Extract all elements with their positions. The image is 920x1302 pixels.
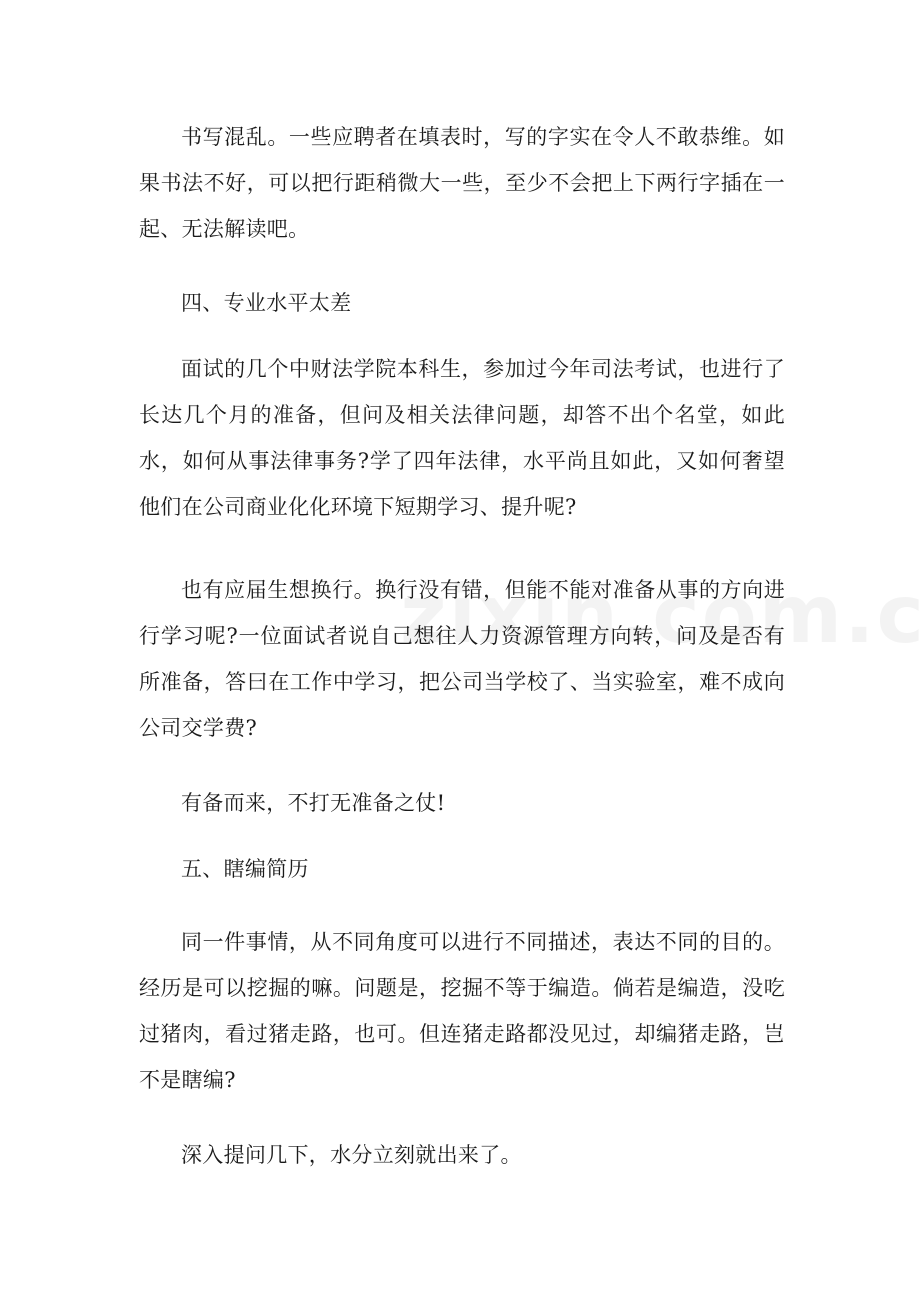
paragraph-professional-level: 面试的几个中财法学院本科生，参加过今年司法考试，也进行了长达几个月的准备，但问及相关法律问题，却答不出个名堂，如此水，如何从事法律事务?学了四年法律，水平尚且如此，又如何奢望他们在公司商业化化环境下短期学习、提升呢?: [139, 357, 785, 519]
paragraph-deep-questions: 深入提问几下，水分立刻就出来了。: [181, 1143, 522, 1167]
paragraph-fake-resume: 同一件事情，从不同角度可以进行不同描述，表达不同的目的。经历是可以挖掘的嘛。问题是，挖掘不等于编造。倘若是编造，没吃过猪肉，看过猪走路，也可。但连猪走路都没见过，却编猪走路，岂不是瞎编?: [139, 930, 785, 1092]
paragraph-be-prepared: 有备而来，不打无准备之仗!: [181, 791, 446, 815]
section-heading-5: 五、瞎编简历: [181, 857, 309, 881]
section-heading-4: 四、专业水平太差: [181, 291, 352, 315]
paragraph-career-change: 也有应届生想换行。换行没有错，但能不能对准备从事的方向进行学习呢?一位面试者说自己想往人力资源管理方向转，问及是否有所准备，答曰在工作中学习，把公司当学校了、当实验室，难不成向公司交学费?: [139, 578, 785, 740]
paragraph-messy-handwriting: 书写混乱。一些应聘者在填表时，写的字实在令人不敢恭维。如果书法不好，可以把行距稍微大一些，至少不会把上下两行字插在一起、无法解读吧。: [139, 125, 785, 241]
